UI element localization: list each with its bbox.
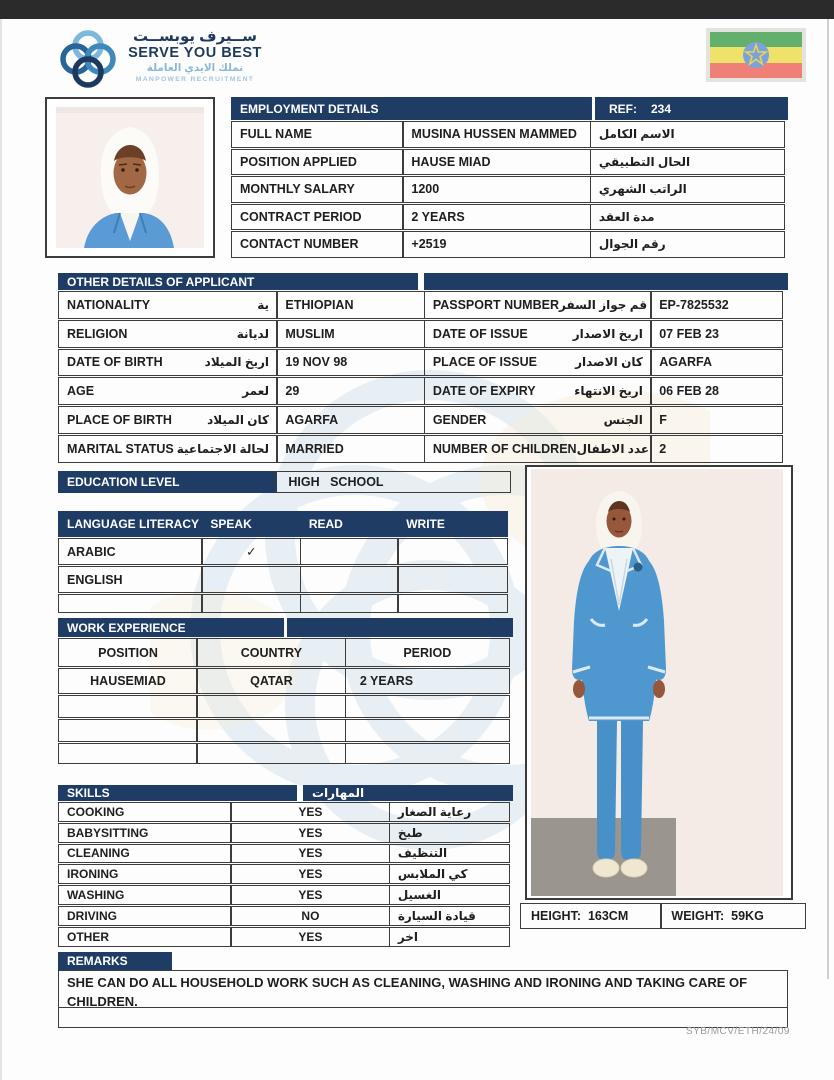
field-label-arabic: ية — [257, 297, 269, 312]
table-row — [58, 668, 513, 694]
skill-name-arabic: كي الملابس — [397, 867, 468, 882]
table-row — [58, 349, 788, 377]
skill-name-arabic: اخر — [397, 929, 419, 944]
work-position: HAUSEMIAD — [90, 674, 166, 688]
field-value: 2 — [659, 441, 667, 456]
field-value: 06 FEB 28 — [659, 384, 719, 399]
table-row — [58, 695, 513, 718]
other-details-title: OTHER DETAILS OF APPLICANT — [67, 274, 255, 289]
table-row — [58, 927, 513, 947]
agency-logo-icon — [58, 28, 118, 90]
field-label-arabic: لحالة الاجتماعية — [176, 441, 269, 456]
field-label-arabic: رقم الجوال — [598, 237, 666, 252]
field-value: MARRIED — [285, 441, 344, 456]
table-row — [58, 594, 513, 613]
physical-measurements — [520, 903, 808, 929]
field-value: F — [659, 413, 667, 428]
skill-value: YES — [298, 825, 323, 840]
field-label: CONTACT NUMBER — [240, 237, 359, 252]
height-label: HEIGHT: — [531, 909, 581, 923]
scan-left-edge — [0, 19, 2, 1080]
agency-logo — [58, 28, 264, 90]
table-row — [58, 566, 513, 593]
employment-details-header — [231, 97, 592, 120]
remarks-header — [58, 952, 172, 970]
column-header: WRITE — [406, 517, 445, 531]
flag-star-emblem — [740, 39, 772, 71]
field-value: MUSLIM — [285, 326, 335, 341]
skill-value: YES — [298, 804, 323, 819]
skill-name-arabic: رعاية الصغار — [397, 804, 472, 819]
remarks-text: SHE CAN DO ALL HOUSEHOLD WORK SUCH AS CLEANING, WASHING AND IRONING AND TAKING CARE OF CHILDREN. — [67, 975, 748, 1009]
skill-name: COOKING — [67, 804, 125, 819]
education-level — [58, 471, 513, 493]
field-label: MONTHLY SALARY — [240, 182, 355, 197]
table-row — [58, 719, 513, 742]
skill-value: YES — [298, 867, 323, 882]
education-value: HIGH SCHOOL — [288, 475, 384, 489]
table-row — [58, 906, 513, 926]
column-header: LANGUAGE LITERACY — [67, 517, 199, 531]
field-value: 2 YEARS — [411, 209, 465, 224]
skill-name-arabic: قيادة السيارة — [397, 908, 476, 923]
table-row — [231, 121, 788, 148]
employment-details-title: EMPLOYMENT DETAILS — [240, 101, 379, 116]
field-label: GENDER — [432, 413, 487, 428]
language-name: ENGLISH — [67, 572, 123, 587]
table-row — [231, 231, 788, 258]
field-label: CONTRACT PERIOD — [240, 209, 362, 224]
agency-logo-text — [126, 28, 264, 84]
applicant-portrait-photo — [45, 97, 215, 258]
field-label-arabic: الاسم الكامل — [598, 127, 675, 142]
logo-english-tagline: MANPOWER RECRUITMENT — [135, 76, 255, 83]
weight-value: 59KG — [731, 909, 764, 923]
table-row — [231, 204, 788, 231]
field-label-arabic: اريخ الاصدار — [572, 326, 643, 341]
portrait-illustration — [56, 107, 204, 248]
field-label-arabic: الجنس — [603, 413, 643, 428]
table-row — [58, 823, 513, 843]
document-reference-code: SYB/MCV/ETH/24/09 — [685, 1026, 790, 1037]
ref-value: 234 — [651, 101, 672, 116]
logo-english-name: SERVE YOU BEST — [128, 45, 262, 61]
skill-name: WASHING — [67, 888, 125, 903]
field-label-arabic: كان الاصدار — [575, 355, 643, 370]
logo-arabic-name: ســيرف يوبســت — [132, 28, 258, 45]
table-row — [58, 885, 513, 905]
other-details-table — [58, 273, 788, 463]
remarks-box — [58, 970, 788, 1008]
skills-title-arabic: المهارات — [312, 786, 365, 800]
field-value: AGARFA — [659, 355, 712, 370]
field-label: PLACE OF ISSUE — [432, 355, 537, 370]
skill-name: IRONING — [67, 867, 119, 882]
field-value: 29 — [285, 384, 300, 399]
applicant-fullbody-photo — [525, 465, 793, 900]
skill-name: DRIVING — [67, 908, 118, 923]
ref-label: REF: — [609, 101, 637, 116]
table-row — [58, 864, 513, 884]
skill-value: YES — [298, 888, 323, 903]
other-details-header — [58, 273, 418, 290]
field-label: POSITION APPLIED — [240, 154, 357, 169]
work-country: QATAR — [250, 674, 293, 688]
field-value: MUSINA HUSSEN MAMMED — [411, 127, 577, 142]
field-label-arabic: مدة العقد — [598, 209, 655, 224]
table-row — [58, 291, 788, 319]
field-value: 1200 — [411, 182, 440, 197]
language-name: ARABIC — [67, 544, 116, 559]
remarks-empty-row — [58, 1008, 788, 1028]
field-label-arabic: الراتب الشهري — [598, 182, 687, 197]
table-row — [58, 802, 513, 822]
logo-arabic-tagline: نملك الايدي العاملة — [146, 62, 244, 74]
ethiopia-flag — [706, 28, 806, 82]
other-details-header-right — [424, 273, 788, 290]
column-header: COUNTRY — [240, 645, 303, 660]
field-value: 19 NOV 98 — [285, 355, 348, 370]
skills-table — [58, 785, 513, 947]
education-label: EDUCATION LEVEL — [67, 475, 180, 489]
table-row — [231, 149, 788, 176]
field-value: ETHIOPIAN — [285, 297, 354, 312]
field-label-arabic: عدد الاطفال — [576, 441, 650, 456]
language-literacy-table — [58, 511, 513, 613]
field-label-arabic: اريخ الميلاد — [204, 355, 269, 370]
table-row — [58, 743, 513, 764]
table-row — [231, 176, 788, 203]
column-header: PERIOD — [403, 645, 452, 660]
field-label: AGE — [67, 384, 95, 399]
skill-name: CLEANING — [67, 846, 130, 861]
weight-label: WEIGHT: — [671, 909, 725, 923]
field-label: MARITAL STATUS — [67, 441, 174, 456]
field-label-arabic: الحال التطبيقي — [598, 154, 691, 169]
field-label: PLACE OF BIRTH — [67, 413, 172, 428]
field-label-arabic: قم جواز السفر — [558, 297, 648, 312]
checkmark-icon: ✓ — [246, 545, 257, 559]
field-label: NUMBER OF CHILDREN — [432, 441, 577, 456]
column-header: READ — [308, 517, 343, 531]
table-row — [58, 406, 788, 434]
remarks-title: REMARKS — [67, 954, 128, 968]
height-value: 163CM — [587, 909, 629, 923]
field-value: 07 FEB 23 — [659, 326, 719, 341]
field-value: HAUSE MIAD — [411, 154, 491, 169]
field-label-arabic: لديانة — [236, 326, 269, 341]
field-label-arabic: كان الميلاد — [207, 413, 269, 428]
ref-cell — [595, 97, 788, 120]
fullbody-illustration — [531, 469, 783, 896]
table-row — [58, 844, 513, 864]
skill-name: OTHER — [67, 929, 109, 944]
field-label: DATE OF BIRTH — [67, 355, 163, 370]
table-row — [58, 377, 788, 405]
work-period: 2 YEARS — [359, 674, 414, 688]
field-value: AGARFA — [285, 413, 339, 428]
field-label: DATE OF ISSUE — [432, 326, 528, 341]
column-header: POSITION — [98, 645, 158, 660]
field-label: PASSPORT NUMBER — [432, 297, 559, 312]
field-label-arabic: لعمر — [242, 384, 269, 399]
table-row — [58, 435, 788, 463]
skill-value: YES — [298, 846, 323, 861]
skills-title: SKILLS — [67, 786, 110, 800]
field-value: EP-7825532 — [659, 297, 729, 312]
skill-name: BABYSITTING — [67, 825, 149, 840]
skill-name-arabic: الغسيل — [397, 888, 442, 903]
work-experience-table — [58, 618, 513, 764]
table-row — [58, 320, 788, 348]
scan-top-bar — [0, 0, 834, 19]
field-label: NATIONALITY — [67, 297, 151, 312]
table-row — [58, 538, 513, 565]
scan-right-edge — [827, 19, 829, 979]
column-header: SPEAK — [210, 517, 252, 531]
employment-details-table — [231, 97, 788, 258]
field-value: +2519 — [411, 237, 447, 252]
field-label-arabic: اريخ الانتهاء — [574, 384, 643, 399]
skill-name-arabic: طبخ — [397, 825, 423, 840]
field-label: FULL NAME — [240, 127, 312, 142]
skill-value: NO — [301, 908, 320, 923]
field-label: DATE OF EXPIRY — [432, 384, 536, 399]
field-label: RELIGION — [67, 326, 128, 341]
skill-value: YES — [298, 929, 323, 944]
work-experience-title: WORK EXPERIENCE — [67, 620, 186, 635]
skill-name-arabic: التنظيف — [397, 846, 448, 861]
